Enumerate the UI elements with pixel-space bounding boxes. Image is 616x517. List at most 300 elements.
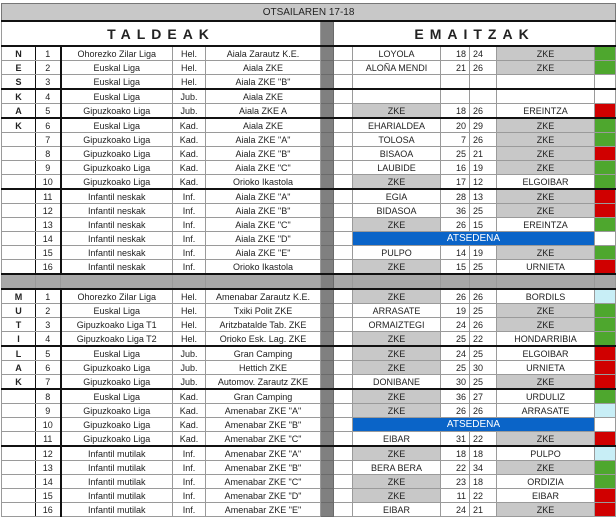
league-cell[interactable]: Ohorezko Zilar Liga bbox=[61, 46, 173, 61]
team-cell[interactable]: Amenabar ZKE "A" bbox=[206, 404, 321, 418]
row-number-cell[interactable]: 16 bbox=[36, 503, 61, 517]
league-cell[interactable]: Infantil mutilak bbox=[61, 503, 173, 517]
home-score-cell[interactable]: 36 bbox=[441, 204, 470, 218]
row-number-cell[interactable]: 15 bbox=[36, 246, 61, 260]
category-cell[interactable]: Hel. bbox=[173, 318, 206, 332]
category-cell[interactable]: Jub. bbox=[173, 361, 206, 375]
category-cell[interactable]: Kad. bbox=[173, 389, 206, 404]
home-team-cell[interactable]: ZKE bbox=[353, 446, 441, 461]
row-number-cell[interactable]: 9 bbox=[36, 404, 61, 418]
blank-cell[interactable] bbox=[334, 418, 353, 432]
league-cell[interactable]: Infantil mutilak bbox=[61, 461, 173, 475]
blank-cell[interactable] bbox=[334, 133, 353, 147]
row-number-cell[interactable]: 13 bbox=[36, 218, 61, 232]
blank-cell[interactable] bbox=[334, 375, 353, 390]
league-cell[interactable]: Euskal Liga bbox=[61, 118, 173, 133]
home-score-cell[interactable]: 25 bbox=[441, 361, 470, 375]
section-letter-cell[interactable]: U bbox=[2, 304, 36, 318]
home-score-cell[interactable]: 23 bbox=[441, 475, 470, 489]
league-cell[interactable]: Gipuzkoako Liga T1 bbox=[61, 318, 173, 332]
row-number-cell[interactable]: 7 bbox=[36, 133, 61, 147]
team-cell[interactable]: Aiala ZKE bbox=[206, 118, 321, 133]
row-number-cell[interactable]: 11 bbox=[36, 189, 61, 204]
home-team-cell[interactable] bbox=[353, 89, 441, 104]
rest-banner[interactable]: ATSEDENA bbox=[353, 232, 595, 246]
section-letter-cell[interactable]: A bbox=[2, 361, 36, 375]
away-team-cell[interactable]: ZKE bbox=[497, 318, 595, 332]
away-team-cell[interactable]: ZKE bbox=[497, 461, 595, 475]
team-cell[interactable]: Amenabar ZKE "E" bbox=[206, 503, 321, 517]
away-score-cell[interactable]: 25 bbox=[470, 346, 497, 361]
section-letter-cell[interactable]: K bbox=[2, 89, 36, 104]
category-cell[interactable]: Kad. bbox=[173, 161, 206, 175]
section-letter-cell[interactable] bbox=[2, 432, 36, 447]
category-cell[interactable]: Hel. bbox=[173, 75, 206, 90]
blank-cell[interactable] bbox=[334, 389, 353, 404]
result-indicator-none[interactable] bbox=[595, 75, 616, 90]
home-score-cell[interactable]: 19 bbox=[441, 304, 470, 318]
row-number-cell[interactable]: 2 bbox=[36, 304, 61, 318]
section-letter-cell[interactable] bbox=[2, 475, 36, 489]
category-cell[interactable]: Inf. bbox=[173, 503, 206, 517]
category-cell[interactable]: Kad. bbox=[173, 133, 206, 147]
blank-cell[interactable] bbox=[334, 89, 353, 104]
blank-cell[interactable] bbox=[334, 461, 353, 475]
blank-cell[interactable] bbox=[334, 161, 353, 175]
section-letter-cell[interactable] bbox=[2, 446, 36, 461]
away-score-cell[interactable]: 26 bbox=[470, 318, 497, 332]
team-cell[interactable]: Amenabar ZKE "B" bbox=[206, 418, 321, 432]
row-number-cell[interactable]: 5 bbox=[36, 346, 61, 361]
category-cell[interactable]: Kad. bbox=[173, 432, 206, 447]
home-score-cell[interactable]: 30 bbox=[441, 375, 470, 390]
category-cell[interactable]: Kad. bbox=[173, 404, 206, 418]
result-indicator-win[interactable] bbox=[595, 475, 616, 489]
category-cell[interactable]: Inf. bbox=[173, 189, 206, 204]
home-team-cell[interactable]: EIBAR bbox=[353, 503, 441, 517]
row-number-cell[interactable]: 12 bbox=[36, 204, 61, 218]
team-cell[interactable]: Aiala ZKE "C" bbox=[206, 161, 321, 175]
result-indicator-win[interactable] bbox=[595, 332, 616, 347]
away-team-cell[interactable]: BORDILS bbox=[497, 289, 595, 304]
away-score-cell[interactable]: 18 bbox=[470, 475, 497, 489]
away-team-cell[interactable]: ZKE bbox=[497, 118, 595, 133]
section-letter-cell[interactable] bbox=[2, 147, 36, 161]
home-score-cell[interactable]: 36 bbox=[441, 389, 470, 404]
result-indicator-win[interactable] bbox=[595, 118, 616, 133]
away-team-cell[interactable]: ZKE bbox=[497, 61, 595, 75]
home-team-cell[interactable]: TOLOSA bbox=[353, 133, 441, 147]
section-letter-cell[interactable] bbox=[2, 260, 36, 275]
category-cell[interactable]: Jub. bbox=[173, 104, 206, 119]
away-score-cell[interactable] bbox=[470, 89, 497, 104]
category-cell[interactable]: Jub. bbox=[173, 375, 206, 390]
home-team-cell[interactable]: ZKE bbox=[353, 289, 441, 304]
result-indicator-draw[interactable] bbox=[595, 446, 616, 461]
league-cell[interactable]: Ohorezko Zilar Liga bbox=[61, 289, 173, 304]
result-indicator-loss[interactable] bbox=[595, 375, 616, 390]
team-cell[interactable]: Orioko Ikastola bbox=[206, 175, 321, 190]
away-team-cell[interactable]: PULPO bbox=[497, 446, 595, 461]
team-cell[interactable]: Aiala ZKE "A" bbox=[206, 133, 321, 147]
team-cell[interactable]: Amenabar ZKE "C" bbox=[206, 475, 321, 489]
league-cell[interactable]: Euskal Liga bbox=[61, 304, 173, 318]
league-cell[interactable]: Euskal Liga bbox=[61, 61, 173, 75]
home-score-cell[interactable]: 18 bbox=[441, 446, 470, 461]
home-team-cell[interactable]: ALOÑA MENDI bbox=[353, 61, 441, 75]
away-score-cell[interactable]: 30 bbox=[470, 361, 497, 375]
blank-cell[interactable] bbox=[334, 104, 353, 119]
category-cell[interactable]: Inf. bbox=[173, 232, 206, 246]
home-team-cell[interactable]: ZKE bbox=[353, 346, 441, 361]
league-cell[interactable]: Infantil neskak bbox=[61, 260, 173, 275]
home-team-cell[interactable]: ZKE bbox=[353, 218, 441, 232]
away-team-cell[interactable]: ZKE bbox=[497, 375, 595, 390]
home-score-cell[interactable] bbox=[441, 75, 470, 90]
category-cell[interactable]: Inf. bbox=[173, 204, 206, 218]
home-team-cell[interactable]: BIDASOA bbox=[353, 204, 441, 218]
row-number-cell[interactable]: 6 bbox=[36, 118, 61, 133]
row-number-cell[interactable]: 16 bbox=[36, 260, 61, 275]
away-score-cell[interactable]: 22 bbox=[470, 489, 497, 503]
away-team-cell[interactable]: ZKE bbox=[497, 503, 595, 517]
away-score-cell[interactable]: 26 bbox=[470, 61, 497, 75]
row-number-cell[interactable]: 14 bbox=[36, 475, 61, 489]
section-letter-cell[interactable]: S bbox=[2, 75, 36, 90]
team-cell[interactable]: Aiala ZKE bbox=[206, 61, 321, 75]
category-cell[interactable]: Jub. bbox=[173, 346, 206, 361]
away-team-cell[interactable]: URNIETA bbox=[497, 361, 595, 375]
home-score-cell[interactable]: 26 bbox=[441, 404, 470, 418]
away-score-cell[interactable]: 26 bbox=[470, 133, 497, 147]
home-team-cell[interactable]: EGIA bbox=[353, 189, 441, 204]
result-indicator-none[interactable] bbox=[595, 232, 616, 246]
team-cell[interactable]: Amenabar Zarautz K.E. bbox=[206, 289, 321, 304]
category-cell[interactable]: Hel. bbox=[173, 289, 206, 304]
team-cell[interactable]: Aiala ZKE A bbox=[206, 104, 321, 119]
home-score-cell[interactable] bbox=[441, 89, 470, 104]
away-score-cell[interactable]: 26 bbox=[470, 104, 497, 119]
home-score-cell[interactable]: 7 bbox=[441, 133, 470, 147]
row-number-cell[interactable]: 10 bbox=[36, 175, 61, 190]
home-score-cell[interactable]: 24 bbox=[441, 318, 470, 332]
away-score-cell[interactable]: 26 bbox=[470, 289, 497, 304]
away-score-cell[interactable]: 21 bbox=[470, 503, 497, 517]
result-indicator-loss[interactable] bbox=[595, 260, 616, 275]
result-indicator-win[interactable] bbox=[595, 175, 616, 190]
away-team-cell[interactable]: EREINTZA bbox=[497, 218, 595, 232]
blank-cell[interactable] bbox=[334, 318, 353, 332]
home-team-cell[interactable]: LOYOLA bbox=[353, 46, 441, 61]
section-letter-cell[interactable] bbox=[2, 175, 36, 190]
league-cell[interactable]: Infantil neskak bbox=[61, 246, 173, 260]
home-score-cell[interactable]: 16 bbox=[441, 161, 470, 175]
category-cell[interactable]: Inf. bbox=[173, 260, 206, 275]
section-letter-cell[interactable] bbox=[2, 489, 36, 503]
team-cell[interactable]: Orioko Esk. Lag. ZKE bbox=[206, 332, 321, 347]
league-cell[interactable]: Gipuzkoako Liga T2 bbox=[61, 332, 173, 347]
away-score-cell[interactable]: 12 bbox=[470, 175, 497, 190]
team-cell[interactable]: Aiala ZKE bbox=[206, 89, 321, 104]
blank-cell[interactable] bbox=[334, 246, 353, 260]
home-score-cell[interactable]: 14 bbox=[441, 246, 470, 260]
home-team-cell[interactable]: ZKE bbox=[353, 361, 441, 375]
result-indicator-loss[interactable] bbox=[595, 189, 616, 204]
team-cell[interactable]: Aiala ZKE "C" bbox=[206, 218, 321, 232]
away-team-cell[interactable]: ELGOIBAR bbox=[497, 175, 595, 190]
away-team-cell[interactable]: ZKE bbox=[497, 432, 595, 447]
section-letter-cell[interactable]: E bbox=[2, 61, 36, 75]
result-indicator-win[interactable] bbox=[595, 133, 616, 147]
team-cell[interactable]: Amenabar ZKE "C" bbox=[206, 432, 321, 447]
home-score-cell[interactable]: 24 bbox=[441, 346, 470, 361]
section-letter-cell[interactable]: I bbox=[2, 332, 36, 347]
blank-cell[interactable] bbox=[334, 446, 353, 461]
category-cell[interactable]: Kad. bbox=[173, 147, 206, 161]
section-letter-cell[interactable]: K bbox=[2, 118, 36, 133]
away-score-cell[interactable]: 27 bbox=[470, 389, 497, 404]
blank-cell[interactable] bbox=[334, 332, 353, 347]
blank-cell[interactable] bbox=[334, 46, 353, 61]
league-cell[interactable]: Infantil mutilak bbox=[61, 489, 173, 503]
result-indicator-win[interactable] bbox=[595, 304, 616, 318]
away-team-cell[interactable]: ORDIZIA bbox=[497, 475, 595, 489]
section-letter-cell[interactable] bbox=[2, 232, 36, 246]
blank-cell[interactable] bbox=[334, 204, 353, 218]
home-score-cell[interactable]: 24 bbox=[441, 503, 470, 517]
home-team-cell[interactable]: ZKE bbox=[353, 104, 441, 119]
category-cell[interactable]: Inf. bbox=[173, 218, 206, 232]
away-team-cell[interactable]: ARRASATE bbox=[497, 404, 595, 418]
section-letter-cell[interactable] bbox=[2, 218, 36, 232]
section-letter-cell[interactable] bbox=[2, 404, 36, 418]
team-cell[interactable]: Aiala Zarautz K.E. bbox=[206, 46, 321, 61]
result-indicator-none[interactable] bbox=[595, 418, 616, 432]
home-team-cell[interactable] bbox=[353, 75, 441, 90]
league-cell[interactable]: Infantil neskak bbox=[61, 204, 173, 218]
home-team-cell[interactable]: ORMAIZTEGI bbox=[353, 318, 441, 332]
home-score-cell[interactable]: 28 bbox=[441, 189, 470, 204]
result-indicator-loss[interactable] bbox=[595, 432, 616, 447]
away-score-cell[interactable]: 25 bbox=[470, 375, 497, 390]
away-team-cell[interactable]: ZKE bbox=[497, 304, 595, 318]
team-cell[interactable]: Orioko Ikastola bbox=[206, 260, 321, 275]
home-score-cell[interactable]: 21 bbox=[441, 61, 470, 75]
result-indicator-win[interactable] bbox=[595, 218, 616, 232]
row-number-cell[interactable]: 12 bbox=[36, 446, 61, 461]
team-cell[interactable]: Gran Camping bbox=[206, 389, 321, 404]
row-number-cell[interactable]: 7 bbox=[36, 375, 61, 390]
row-number-cell[interactable]: 13 bbox=[36, 461, 61, 475]
away-team-cell[interactable]: EREINTZA bbox=[497, 104, 595, 119]
section-letter-cell[interactable] bbox=[2, 389, 36, 404]
league-cell[interactable]: Gipuzkoako Liga bbox=[61, 161, 173, 175]
row-number-cell[interactable]: 9 bbox=[36, 161, 61, 175]
category-cell[interactable]: Inf. bbox=[173, 246, 206, 260]
result-indicator-loss[interactable] bbox=[595, 503, 616, 517]
away-team-cell[interactable]: ELGOIBAR bbox=[497, 346, 595, 361]
league-cell[interactable]: Infantil neskak bbox=[61, 189, 173, 204]
team-cell[interactable]: Automov. Zarautz ZKE bbox=[206, 375, 321, 390]
away-score-cell[interactable]: 24 bbox=[470, 46, 497, 61]
league-cell[interactable]: Gipuzkoako Liga bbox=[61, 175, 173, 190]
home-score-cell[interactable]: 18 bbox=[441, 104, 470, 119]
team-cell[interactable]: Aiala ZKE "A" bbox=[206, 189, 321, 204]
team-cell[interactable]: Aiala ZKE "E" bbox=[206, 246, 321, 260]
result-indicator-loss[interactable] bbox=[595, 346, 616, 361]
league-cell[interactable]: Infantil mutilak bbox=[61, 475, 173, 489]
section-letter-cell[interactable] bbox=[2, 246, 36, 260]
blank-cell[interactable] bbox=[334, 475, 353, 489]
home-score-cell[interactable]: 26 bbox=[441, 218, 470, 232]
row-number-cell[interactable]: 3 bbox=[36, 75, 61, 90]
row-number-cell[interactable]: 14 bbox=[36, 232, 61, 246]
home-score-cell[interactable]: 17 bbox=[441, 175, 470, 190]
home-score-cell[interactable]: 25 bbox=[441, 147, 470, 161]
away-team-cell[interactable]: ZKE bbox=[497, 147, 595, 161]
away-team-cell[interactable]: ZKE bbox=[497, 189, 595, 204]
home-team-cell[interactable]: EHARIALDEA bbox=[353, 118, 441, 133]
home-team-cell[interactable]: ZKE bbox=[353, 404, 441, 418]
league-cell[interactable]: Gipuzkoako Liga bbox=[61, 361, 173, 375]
blank-cell[interactable] bbox=[334, 147, 353, 161]
team-cell[interactable]: Aiala ZKE "B" bbox=[206, 204, 321, 218]
home-team-cell[interactable]: ZKE bbox=[353, 332, 441, 347]
row-number-cell[interactable]: 2 bbox=[36, 61, 61, 75]
home-team-cell[interactable]: ZKE bbox=[353, 489, 441, 503]
league-cell[interactable]: Euskal Liga bbox=[61, 389, 173, 404]
away-team-cell[interactable]: EIBAR bbox=[497, 489, 595, 503]
league-cell[interactable]: Gipuzkoako Liga bbox=[61, 418, 173, 432]
away-team-cell[interactable] bbox=[497, 89, 595, 104]
away-score-cell[interactable]: 22 bbox=[470, 332, 497, 347]
league-cell[interactable]: Gipuzkoako Liga bbox=[61, 432, 173, 447]
section-letter-cell[interactable] bbox=[2, 503, 36, 517]
section-letter-cell[interactable] bbox=[2, 461, 36, 475]
league-cell[interactable]: Infantil neskak bbox=[61, 218, 173, 232]
section-letter-cell[interactable] bbox=[2, 204, 36, 218]
blank-cell[interactable] bbox=[334, 118, 353, 133]
category-cell[interactable]: Inf. bbox=[173, 461, 206, 475]
away-score-cell[interactable]: 26 bbox=[470, 404, 497, 418]
category-cell[interactable]: Kad. bbox=[173, 118, 206, 133]
section-letter-cell[interactable]: K bbox=[2, 375, 36, 390]
blank-cell[interactable] bbox=[334, 289, 353, 304]
home-team-cell[interactable]: DONIBANE bbox=[353, 375, 441, 390]
blank-cell[interactable] bbox=[334, 404, 353, 418]
home-score-cell[interactable]: 15 bbox=[441, 260, 470, 275]
row-number-cell[interactable]: 10 bbox=[36, 418, 61, 432]
result-indicator-loss[interactable] bbox=[595, 147, 616, 161]
away-team-cell[interactable]: URDULIZ bbox=[497, 389, 595, 404]
category-cell[interactable]: Inf. bbox=[173, 475, 206, 489]
home-score-cell[interactable]: 31 bbox=[441, 432, 470, 447]
league-cell[interactable]: Euskal Liga bbox=[61, 89, 173, 104]
away-score-cell[interactable]: 13 bbox=[470, 189, 497, 204]
team-cell[interactable]: Gran Camping bbox=[206, 346, 321, 361]
away-score-cell[interactable]: 21 bbox=[470, 147, 497, 161]
team-cell[interactable]: Aiala ZKE "B" bbox=[206, 75, 321, 90]
blank-cell[interactable] bbox=[334, 432, 353, 447]
home-team-cell[interactable]: ARRASATE bbox=[353, 304, 441, 318]
away-score-cell[interactable]: 25 bbox=[470, 260, 497, 275]
blank-cell[interactable] bbox=[334, 489, 353, 503]
away-team-cell[interactable]: ZKE bbox=[497, 161, 595, 175]
home-team-cell[interactable]: ZKE bbox=[353, 260, 441, 275]
home-score-cell[interactable]: 20 bbox=[441, 118, 470, 133]
home-score-cell[interactable]: 18 bbox=[441, 46, 470, 61]
section-letter-cell[interactable]: N bbox=[2, 46, 36, 61]
league-cell[interactable]: Gipuzkoako Liga bbox=[61, 104, 173, 119]
row-number-cell[interactable]: 4 bbox=[36, 332, 61, 347]
row-number-cell[interactable]: 1 bbox=[36, 289, 61, 304]
category-cell[interactable]: Jub. bbox=[173, 89, 206, 104]
team-cell[interactable]: Amenabar ZKE "D" bbox=[206, 489, 321, 503]
result-indicator-win[interactable] bbox=[595, 318, 616, 332]
category-cell[interactable]: Hel. bbox=[173, 61, 206, 75]
category-cell[interactable]: Hel. bbox=[173, 332, 206, 347]
category-cell[interactable]: Hel. bbox=[173, 304, 206, 318]
blank-cell[interactable] bbox=[334, 304, 353, 318]
category-cell[interactable]: Hel. bbox=[173, 46, 206, 61]
away-team-cell[interactable] bbox=[497, 75, 595, 90]
home-score-cell[interactable]: 25 bbox=[441, 332, 470, 347]
category-cell[interactable]: Inf. bbox=[173, 489, 206, 503]
team-cell[interactable]: Aiala ZKE "B" bbox=[206, 147, 321, 161]
league-cell[interactable]: Euskal Liga bbox=[61, 75, 173, 90]
result-indicator-win[interactable] bbox=[595, 46, 616, 61]
team-cell[interactable]: Amenabar ZKE "A" bbox=[206, 446, 321, 461]
row-number-cell[interactable]: 4 bbox=[36, 89, 61, 104]
blank-cell[interactable] bbox=[334, 232, 353, 246]
blank-cell[interactable] bbox=[334, 218, 353, 232]
league-cell[interactable]: Infantil neskak bbox=[61, 232, 173, 246]
away-score-cell[interactable]: 19 bbox=[470, 246, 497, 260]
result-indicator-win[interactable] bbox=[595, 161, 616, 175]
rest-banner[interactable]: ATSEDENA bbox=[353, 418, 595, 432]
blank-cell[interactable] bbox=[334, 75, 353, 90]
row-number-cell[interactable]: 8 bbox=[36, 389, 61, 404]
away-team-cell[interactable]: ZKE bbox=[497, 246, 595, 260]
section-letter-cell[interactable]: M bbox=[2, 289, 36, 304]
away-score-cell[interactable]: 19 bbox=[470, 161, 497, 175]
league-cell[interactable]: Gipuzkoako Liga bbox=[61, 375, 173, 390]
away-score-cell[interactable]: 25 bbox=[470, 204, 497, 218]
away-score-cell[interactable]: 15 bbox=[470, 218, 497, 232]
league-cell[interactable]: Gipuzkoako Liga bbox=[61, 133, 173, 147]
result-indicator-loss[interactable] bbox=[595, 204, 616, 218]
away-team-cell[interactable]: URNIETA bbox=[497, 260, 595, 275]
row-number-cell[interactable]: 6 bbox=[36, 361, 61, 375]
team-cell[interactable]: Hettich ZKE bbox=[206, 361, 321, 375]
away-team-cell[interactable]: ZKE bbox=[497, 204, 595, 218]
result-indicator-none[interactable] bbox=[595, 89, 616, 104]
result-indicator-loss[interactable] bbox=[595, 489, 616, 503]
away-score-cell[interactable]: 22 bbox=[470, 432, 497, 447]
home-score-cell[interactable]: 26 bbox=[441, 289, 470, 304]
league-cell[interactable]: Gipuzkoako Liga bbox=[61, 147, 173, 161]
home-score-cell[interactable]: 11 bbox=[441, 489, 470, 503]
away-score-cell[interactable]: 34 bbox=[470, 461, 497, 475]
team-cell[interactable]: Txiki Polit ZKE bbox=[206, 304, 321, 318]
row-number-cell[interactable]: 1 bbox=[36, 46, 61, 61]
result-indicator-win[interactable] bbox=[595, 461, 616, 475]
home-score-cell[interactable]: 22 bbox=[441, 461, 470, 475]
home-team-cell[interactable]: BERA BERA bbox=[353, 461, 441, 475]
result-indicator-loss[interactable] bbox=[595, 361, 616, 375]
away-team-cell[interactable]: HONDARRIBIA bbox=[497, 332, 595, 347]
blank-cell[interactable] bbox=[334, 346, 353, 361]
